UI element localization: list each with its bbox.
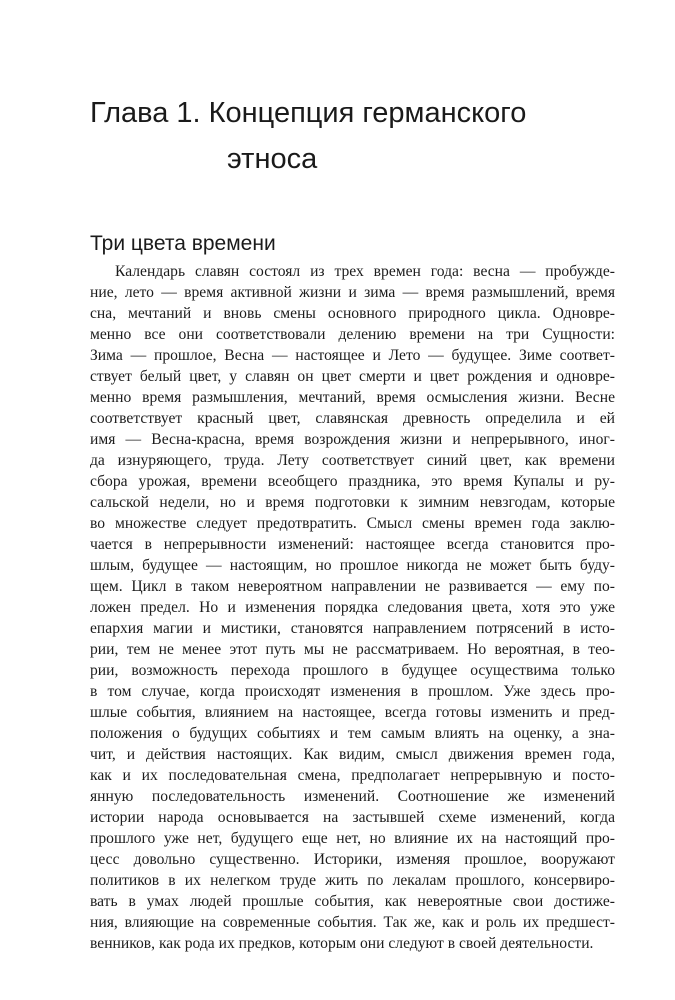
chapter-title-line-2: этноса bbox=[227, 143, 318, 175]
text-line: сальской недели, но и время подготовки к зимним невзгодам, которые bbox=[90, 494, 615, 511]
text-line: ствует белый цвет, у славян он цвет смерти и цвет рождения и одновре- bbox=[90, 368, 615, 385]
text-line: чит, и действия настоящих. Как видим, смысл движения времен года, bbox=[90, 746, 615, 763]
text-line: прошлого уже нет, будущего еще нет, но влияние их на настоящий про- bbox=[90, 830, 615, 847]
section-title: Три цвета времени bbox=[90, 232, 276, 255]
body-paragraph bbox=[90, 261, 615, 954]
text-line: ние, лето — время активной жизни и зима — время размышлений, время bbox=[90, 284, 615, 301]
text-line: янную последовательность изменений. Соотношение же изменений bbox=[90, 788, 615, 805]
text-line: венников, как рода их предков, которым они следуют в своей деятельности. bbox=[90, 935, 594, 952]
text-line: рии, возможность перехода прошлого в будущее осуществима только bbox=[90, 662, 615, 679]
chapter-title bbox=[90, 90, 610, 182]
text-line: цесс довольно существенно. Историки, изменяя прошлое, вооружают bbox=[90, 851, 615, 868]
text-line: сбора урожая, времени всеобщего праздника, это время Купалы и ру- bbox=[90, 473, 615, 490]
text-line: менно все они соответствовали делению времени на три Сущности: bbox=[90, 326, 615, 343]
text-line: сна, мечтаний и вновь смены основного природного цикла. Одновре- bbox=[90, 305, 615, 322]
text-line: шлые события, влиянием на настоящее, всегда готовы изменить и пред- bbox=[90, 704, 615, 721]
text-line: истории народа основывается на застывшей схеме изменений, когда bbox=[90, 809, 615, 826]
text-line: ложен предел. Но и изменения порядка следования цвета, хотя это уже bbox=[90, 599, 615, 616]
text-line: шлым, будущее — настоящим, но прошлое никогда не может быть буду- bbox=[90, 557, 615, 574]
text-line: ния, влияющие на современные события. Так же, как и роль их предшест- bbox=[90, 914, 615, 931]
text-line: щем. Цикл в таком невероятном направлении не развивается — ему по- bbox=[90, 578, 615, 595]
text-line: менно время размышления, мечтаний, время осмысления жизни. Весне bbox=[90, 389, 615, 406]
text-line: политиков в их нелегком труде жить по лекалам прошлого, консервиро- bbox=[90, 872, 615, 889]
text-line: имя — Весна-красна, время возрождения жизни и непрерывного, иног- bbox=[90, 431, 615, 448]
chapter-title-line-1: Глава 1. Концепция германского bbox=[90, 97, 527, 129]
text-line: во множестве следует предотвратить. Смысл смены времен года заклю- bbox=[90, 515, 615, 532]
text-line: да изнуряющего, труда. Лету соответствует синий цвет, как времени bbox=[90, 452, 615, 469]
text-line: положения о будущих событиях и тем самым влиять на оценку, а зна- bbox=[90, 725, 615, 742]
text-line: в том случае, когда происходят изменения в прошлом. Уже здесь про- bbox=[90, 683, 615, 700]
text-line: Зима — прошлое, Весна — настоящее и Лето — будущее. Зиме соответ- bbox=[90, 347, 615, 364]
text-line: епархия магии и мистики, становятся направлением потрясений в исто- bbox=[90, 620, 615, 637]
text-line: рии, тем не менее этот путь мы не рассматриваем. Но вероятная, в тео- bbox=[90, 641, 615, 658]
text-line: Календарь славян состоял из трех времен года: весна — пробужде- bbox=[115, 263, 615, 280]
text-line: соответствует красный цвет, славянская древность определила и ей bbox=[90, 410, 615, 427]
text-line: чается в непрерывности изменений: настоящее всегда становится про- bbox=[90, 536, 615, 553]
text-line: вать в умах людей прошлые события, как невероятные свои достиже- bbox=[90, 893, 615, 910]
text-line: как и их последовательная смена, предполагает непрерывную и посто- bbox=[90, 767, 615, 784]
